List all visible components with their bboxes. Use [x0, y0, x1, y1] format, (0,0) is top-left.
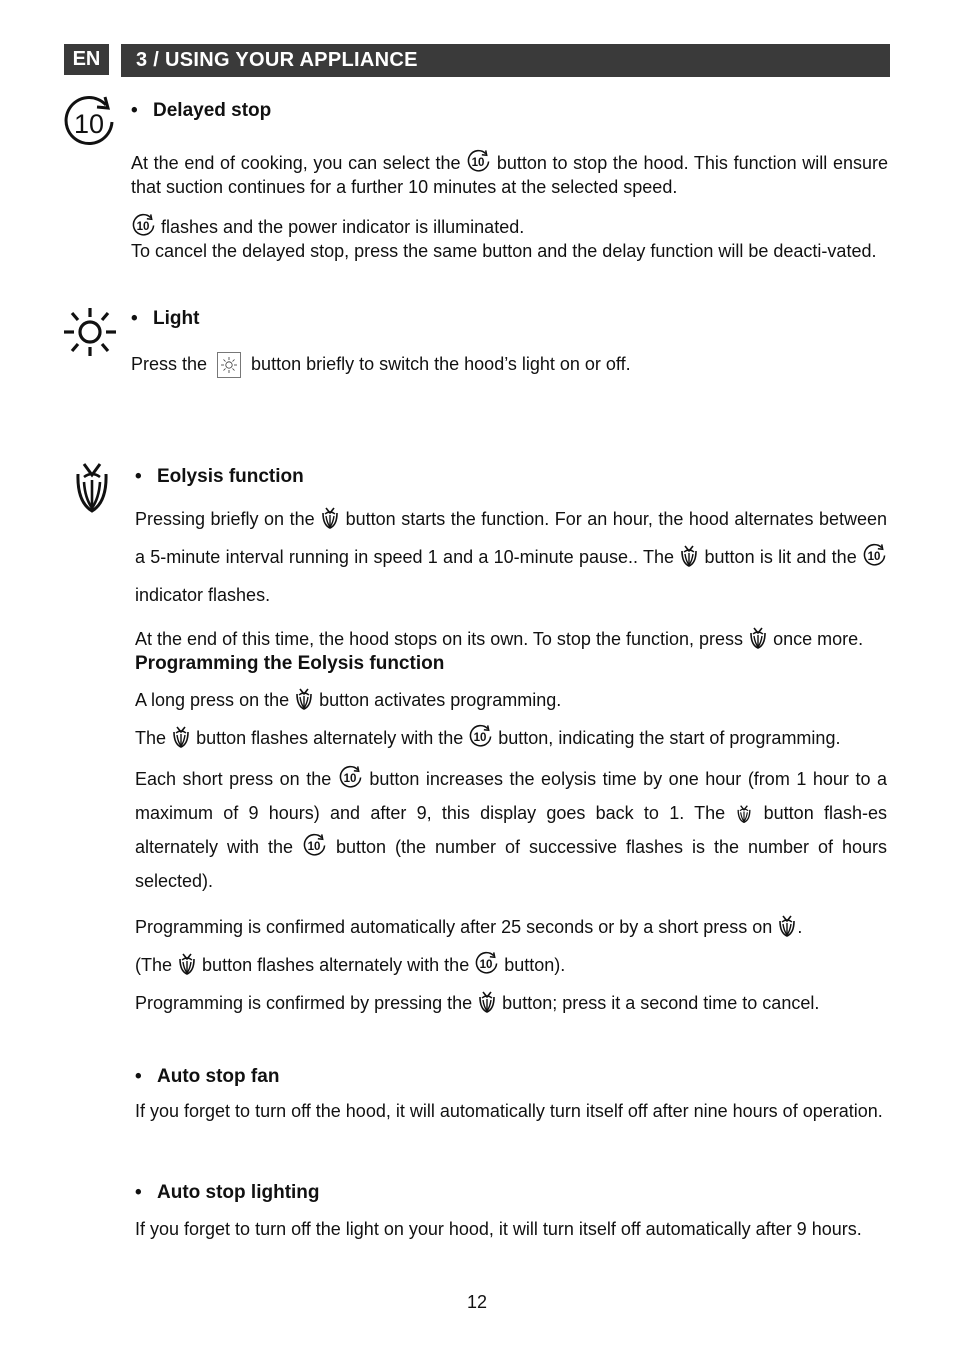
eolysis-tulip-icon: [171, 725, 191, 749]
eolysis-tulip-icon: [679, 544, 699, 568]
eolysis-tulip-icon: [748, 626, 768, 650]
eolysis-tulip-icon: [320, 506, 340, 530]
delayed-stop-section: [131, 100, 888, 263]
delayed-stop-title: Delayed stop: [153, 100, 272, 121]
timer-10-icon: [468, 724, 493, 749]
eolysis-title: Eolysis function: [157, 466, 304, 487]
eolysis-tulip-icon: [177, 952, 197, 976]
section-header: [121, 44, 890, 77]
eolysis-paragraph-5: Each short press on the button increases the eolysis time by one hour (from 1 hour to a maximum of 9 hours) and after 9, this display goes back to 1. The button flash-es alternately with the button (the number of successive flashes is the number of hours selected).: [135, 762, 887, 898]
eolysis-paragraph-6: Programming is confirmed automatically after 25 seconds or by a short press on . (The button flashes alternately with the button). Programming is confirmed by pressing the button; press it a second time to cancel.: [135, 908, 887, 1022]
eolysis-tulip-icon: [294, 687, 314, 711]
auto-stop-fan-heading: • Auto stop fan: [135, 1066, 280, 1087]
light-title: Light: [153, 308, 200, 329]
timer-10-icon: [131, 213, 156, 238]
eolysis-tulip-icon: [735, 804, 753, 824]
eolysis-section: [135, 466, 887, 1022]
eolysis-programming-heading: Programming the Eolysis function: [135, 653, 445, 674]
eolysis-paragraph-2: At the end of this time, the hood stops on its own. To stop the function, press once more.: [135, 626, 887, 651]
auto-stop-fan-text: If you forget to turn off the hood, it will automatically turn itself off after nine hours of operation.: [135, 1101, 883, 1121]
delayed-stop-paragraph-1: At the end of cooking, you can select the button to stop the hood. This function will ensure that suction continues for a further 10 minutes at the selected speed.: [131, 149, 888, 199]
auto-stop-fan-title: Auto stop fan: [157, 1066, 280, 1087]
auto-stop-lighting-title: Auto stop lighting: [157, 1182, 320, 1203]
timer-10-icon: [338, 765, 363, 790]
auto-stop-lighting-heading: • Auto stop lighting: [135, 1182, 320, 1203]
eolysis-tulip-icon: [74, 460, 110, 514]
eolysis-tulip-icon: [777, 914, 797, 938]
eolysis-paragraph-1: Pressing briefly on the button starts the function. For an hour, the hood alternates between a 5-minute interval running in speed 1 and a 10-minute pause.. The button is lit and the indicator flashes.: [135, 500, 887, 614]
eolysis-heading: • Eolysis function: [135, 466, 304, 487]
delayed-stop-paragraph-2: flashes and the power indicator is illuminated. To cancel the delayed stop, press the same button and the delay function will be deacti-vated.: [131, 213, 888, 263]
timer-10-icon: [466, 149, 491, 174]
eolysis-tulip-icon: [477, 990, 497, 1014]
timer-10-icon: [62, 94, 118, 150]
section-number: 3: [136, 49, 148, 71]
auto-stop-lighting-text: If you forget to turn off the light on your hood, it will turn itself off automatically after 9 hours.: [135, 1219, 862, 1239]
light-heading: • Light: [131, 308, 200, 329]
timer-10-icon: [302, 833, 327, 858]
section-title: / USING YOUR APPLIANCE: [147, 49, 418, 71]
delayed-stop-heading: • Delayed stop: [131, 100, 272, 121]
eolysis-paragraph-4: The button flashes alternately with the button, indicating the start of programming.: [135, 724, 887, 750]
light-sun-icon: [63, 308, 117, 358]
eolysis-paragraph-3: A long press on the button activates programming.: [135, 687, 887, 712]
auto-stop-fan-section: [135, 1066, 887, 1122]
svg-text:10: 10: [73, 109, 105, 139]
timer-10-icon: [474, 951, 499, 976]
timer-10-icon: [862, 543, 887, 568]
light-paragraph: Press the button briefly to switch the hood’s light on or off.: [131, 352, 888, 378]
light-section: [131, 308, 888, 378]
auto-stop-lighting-section: [135, 1182, 887, 1240]
language-badge: EN: [64, 44, 109, 75]
light-button-icon: [217, 352, 241, 378]
page-number: 12: [466, 1292, 488, 1312]
